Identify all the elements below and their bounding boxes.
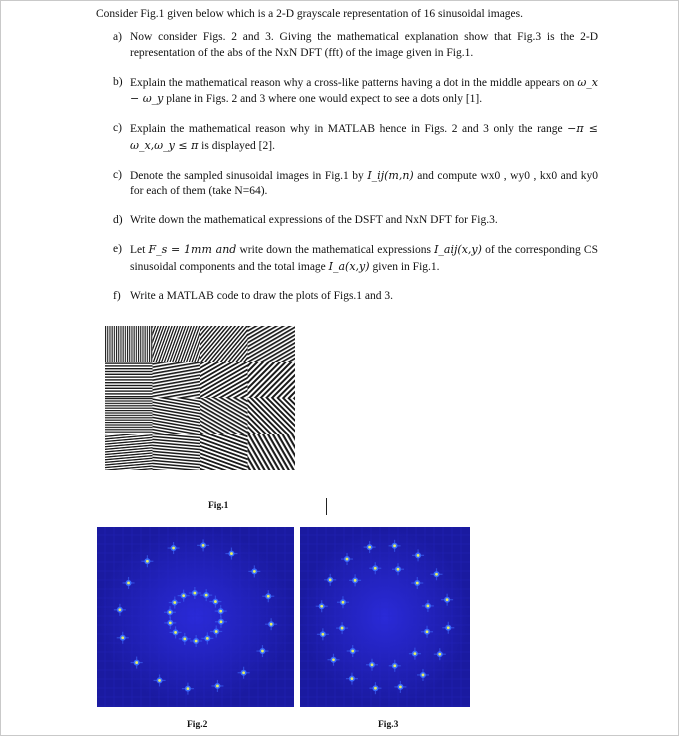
- fig3-caption: Fig.3: [378, 720, 399, 730]
- question-text: Explain the mathematical reason why a cross-like patterns having a dot in the middle appears on ω_x − ω_y plane in Figs. 2 and 3 where one would expect to see a dots only [1].: [130, 75, 598, 105]
- question-label: e): [113, 243, 122, 255]
- question-text: Write a MATLAB code to draw the plots of Figs.1 and 3.: [130, 289, 394, 302]
- sinusoid-tile: [153, 398, 201, 435]
- fig1-image: [105, 326, 295, 470]
- sinusoid-tile: [105, 398, 153, 435]
- question-b: [113, 75, 598, 108]
- question-list: [113, 30, 598, 318]
- question-text: Now consider Figs. 2 and 3. Giving the mathematical explanation show that Fig.3 is the 2-D representation of the abs of the NxN DFT (fft) of the image given in Fig.1.: [130, 31, 598, 59]
- sinusoid-tile: [248, 398, 296, 435]
- question-text: Denote the sampled sinusoidal images in Fig.1 by I_ij(m,n) and compute wx0 , wy0 , kx0 and ky0 for each of them (take N=64).: [130, 168, 598, 197]
- text-cursor: [326, 498, 327, 515]
- question-label: a): [113, 31, 122, 43]
- question-label: f): [113, 289, 121, 302]
- sinusoid-tile: [153, 326, 201, 363]
- fig1-caption: Fig.1: [208, 501, 229, 511]
- question-label: d): [113, 214, 123, 226]
- sinusoid-tile: [105, 362, 153, 399]
- sinusoid-tile: [153, 362, 201, 399]
- sinusoid-tile: [105, 434, 153, 470]
- question-a: [113, 30, 598, 61]
- fig1-sinusoid-grid: [105, 326, 295, 470]
- question-f: [113, 289, 598, 305]
- question-c-range: [113, 121, 598, 154]
- question-text: Explain the mathematical reason why in MATLAB hence in Figs. 2 and 3 only the range −π ≤ ω_x,ω_y ≤ π is displayed [2].: [130, 122, 598, 152]
- question-e: [113, 242, 598, 275]
- question-label: c): [113, 168, 122, 181]
- question-c-sampled: [113, 168, 598, 200]
- sinusoid-tile: [200, 398, 248, 435]
- sinusoid-tile: [153, 434, 201, 470]
- fig3-image: [300, 527, 470, 707]
- sinusoid-tile: [248, 326, 296, 363]
- fig2-image: [97, 527, 294, 707]
- intro-text: Consider Fig.1 given below which is a 2-D grayscale representation of 16 sinusoidal images.: [96, 8, 524, 20]
- fig2-spectrum: [97, 527, 294, 707]
- question-text: Let F_s = 1mm and write down the mathematical expressions I_aij(x,y) of the corresponding CS sinusoidal components and the total image I_a(x,y) given in Fig.1.: [130, 243, 599, 273]
- sinusoid-tile: [200, 434, 248, 470]
- sinusoid-tile: [200, 362, 248, 399]
- question-label: c): [113, 122, 122, 134]
- question-text: Write down the mathematical expressions of the DSFT and NxN DFT for Fig.3.: [130, 214, 498, 226]
- sinusoid-tile: [105, 326, 153, 363]
- sinusoid-tile: [248, 434, 296, 470]
- question-d: [113, 213, 598, 229]
- fig3-spectrum: [300, 527, 470, 707]
- sinusoid-tile: [248, 362, 296, 399]
- question-label: b): [113, 75, 123, 88]
- fig2-caption: Fig.2: [187, 720, 208, 730]
- sinusoid-tile: [200, 326, 248, 363]
